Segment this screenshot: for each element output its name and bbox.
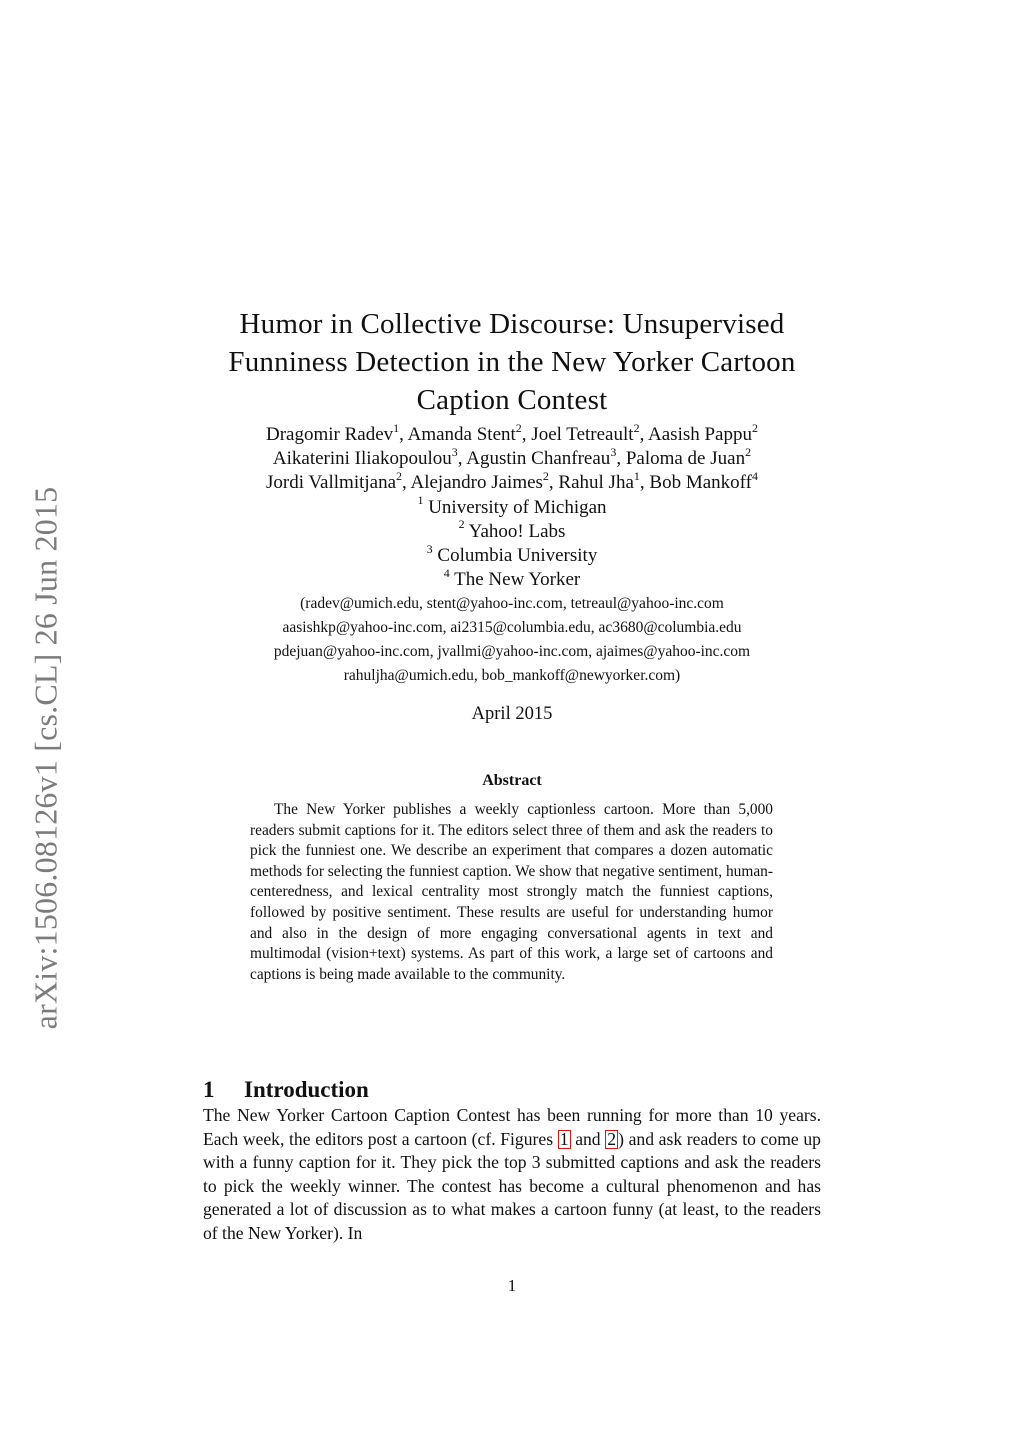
affiliation-name: Columbia University [437, 545, 598, 567]
email-line: aasishkp@yahoo-inc.com, ai2315@columbia.edu, ac3680@columbia.edu [282, 619, 742, 636]
author-name: Rahul Jha [558, 472, 634, 494]
affiliation-mark: 3 [426, 541, 433, 556]
author-affiliation-mark: 2 [515, 420, 522, 435]
section-title: Introduction [244, 1077, 369, 1103]
author-affiliation-mark: 4 [751, 469, 758, 484]
affiliation-name: Yahoo! Labs [468, 520, 566, 542]
author-affiliation-mark: 3 [451, 444, 458, 459]
author-name: Alejandro Jaimes [410, 472, 543, 494]
intro-text: ) and ask readers to come up with a funny caption for it. They pick the top 3 submitted captions and ask the readers to pick the weekly winner. The contest has become a cultural phenomenon and has generated a lot of discussion as to what makes a cartoon funny (at least, to the readers of the New Yorker). In [203, 1128, 821, 1243]
author-name: Jordi Vallmitjana [266, 472, 397, 494]
title-line: Humor in Collective Discourse: Unsupervised [239, 308, 785, 341]
author-name: Dragomir Radev [266, 424, 394, 445]
author-separator: , [639, 472, 650, 494]
author-separator: , [639, 424, 649, 445]
affiliation-mark: 1 [417, 493, 424, 508]
author-separator: , [548, 472, 559, 494]
figure-2-link[interactable]: 2 [607, 1128, 617, 1149]
author-name: Agustin Chanfreau [466, 448, 611, 470]
author-separator: , [616, 448, 626, 470]
email-line: pdejuan@yahoo-inc.com, jvallmi@yahoo-inc.com, ajaimes@yahoo-inc.com [273, 643, 751, 660]
affiliation-line [170, 541, 854, 568]
author-emails [170, 592, 854, 688]
author-affiliation-mark: 2 [752, 420, 758, 435]
author-separator: , [399, 424, 408, 445]
abstract-text: The New Yorker publishes a weekly captionless cartoon. More than 5,000 readers submit captions for it. The editors select three of them and ask the readers to pick the funniest one. We describe an experiment that compares a dozen automatic methods for selecting the funniest caption. We show that negative sentiment, human-centeredness, and lexical centrality most strongly match the funniest captions, followed by positive sentiment. These results are useful for understanding humor and also in the design of more engaging conversational agents in text and multimodal (vision+text) systems. As part of this work, a large set of cartoons and captions is being made available to the community. [250, 801, 773, 983]
author-name: Aikaterini Iliakopoulou [272, 448, 452, 470]
publication-date: April 2015 [471, 704, 553, 724]
affiliation-name: The New Yorker [454, 569, 581, 591]
author-name: Joel Tetreault [531, 424, 634, 445]
affiliation-line [170, 565, 854, 592]
paper-title [180, 305, 844, 419]
author-name: Aasish Pappu [648, 424, 752, 445]
affiliation-line [170, 493, 854, 520]
author-affiliation-mark: 1 [633, 469, 640, 484]
title-line: Caption Contest [416, 384, 608, 417]
author-line [170, 420, 854, 447]
author-affiliation-mark: 1 [393, 420, 400, 435]
author-block [170, 420, 854, 592]
affiliation-mark: 4 [443, 565, 450, 580]
author-affiliation-mark: 2 [745, 444, 752, 459]
author-separator: , [521, 424, 532, 445]
intro-text: The New Yorker Cartoon Caption Contest has been running for more than 10 years. Each week, the editors post a cartoon (cf. Figures [203, 1105, 821, 1149]
email-line: (radev@umich.edu, stent@yahoo-inc.com, tetreaul@yahoo-inc.com [300, 595, 724, 612]
author-name: Bob Mankoff [649, 472, 752, 494]
author-name: Amanda Stent [407, 424, 516, 445]
intro-text: and [570, 1128, 606, 1149]
author-separator: , [402, 472, 411, 494]
author-affiliation-mark: 2 [542, 469, 549, 484]
affiliation-mark: 2 [458, 517, 465, 532]
title-line: Funniness Detection in the New Yorker Cartoon [228, 346, 796, 379]
author-line [170, 444, 854, 471]
introduction-paragraph [203, 1104, 821, 1246]
author-affiliation-mark: 2 [633, 420, 640, 435]
author-line [170, 471, 854, 495]
affiliation-name: University of Michigan [428, 496, 607, 518]
email-line: rahuljha@umich.edu, bob_mankoff@newyorker.com) [343, 667, 681, 684]
author-separator: , [457, 448, 467, 470]
author-affiliation-mark: 3 [610, 444, 617, 459]
author-name: Paloma de Juan [625, 448, 746, 470]
page-number: 1 [507, 1276, 517, 1295]
section-number: 1 [203, 1077, 215, 1103]
author-affiliation-mark: 2 [396, 469, 403, 484]
abstract-heading: Abstract [482, 772, 542, 789]
arxiv-identifier-stamp: arXiv:1506.08126v1 [cs.CL] 26 Jun 2015 [27, 486, 64, 1030]
figure-1-link[interactable]: 1 [559, 1128, 569, 1149]
affiliation-line [170, 517, 854, 544]
section-heading-introduction [203, 1077, 369, 1103]
